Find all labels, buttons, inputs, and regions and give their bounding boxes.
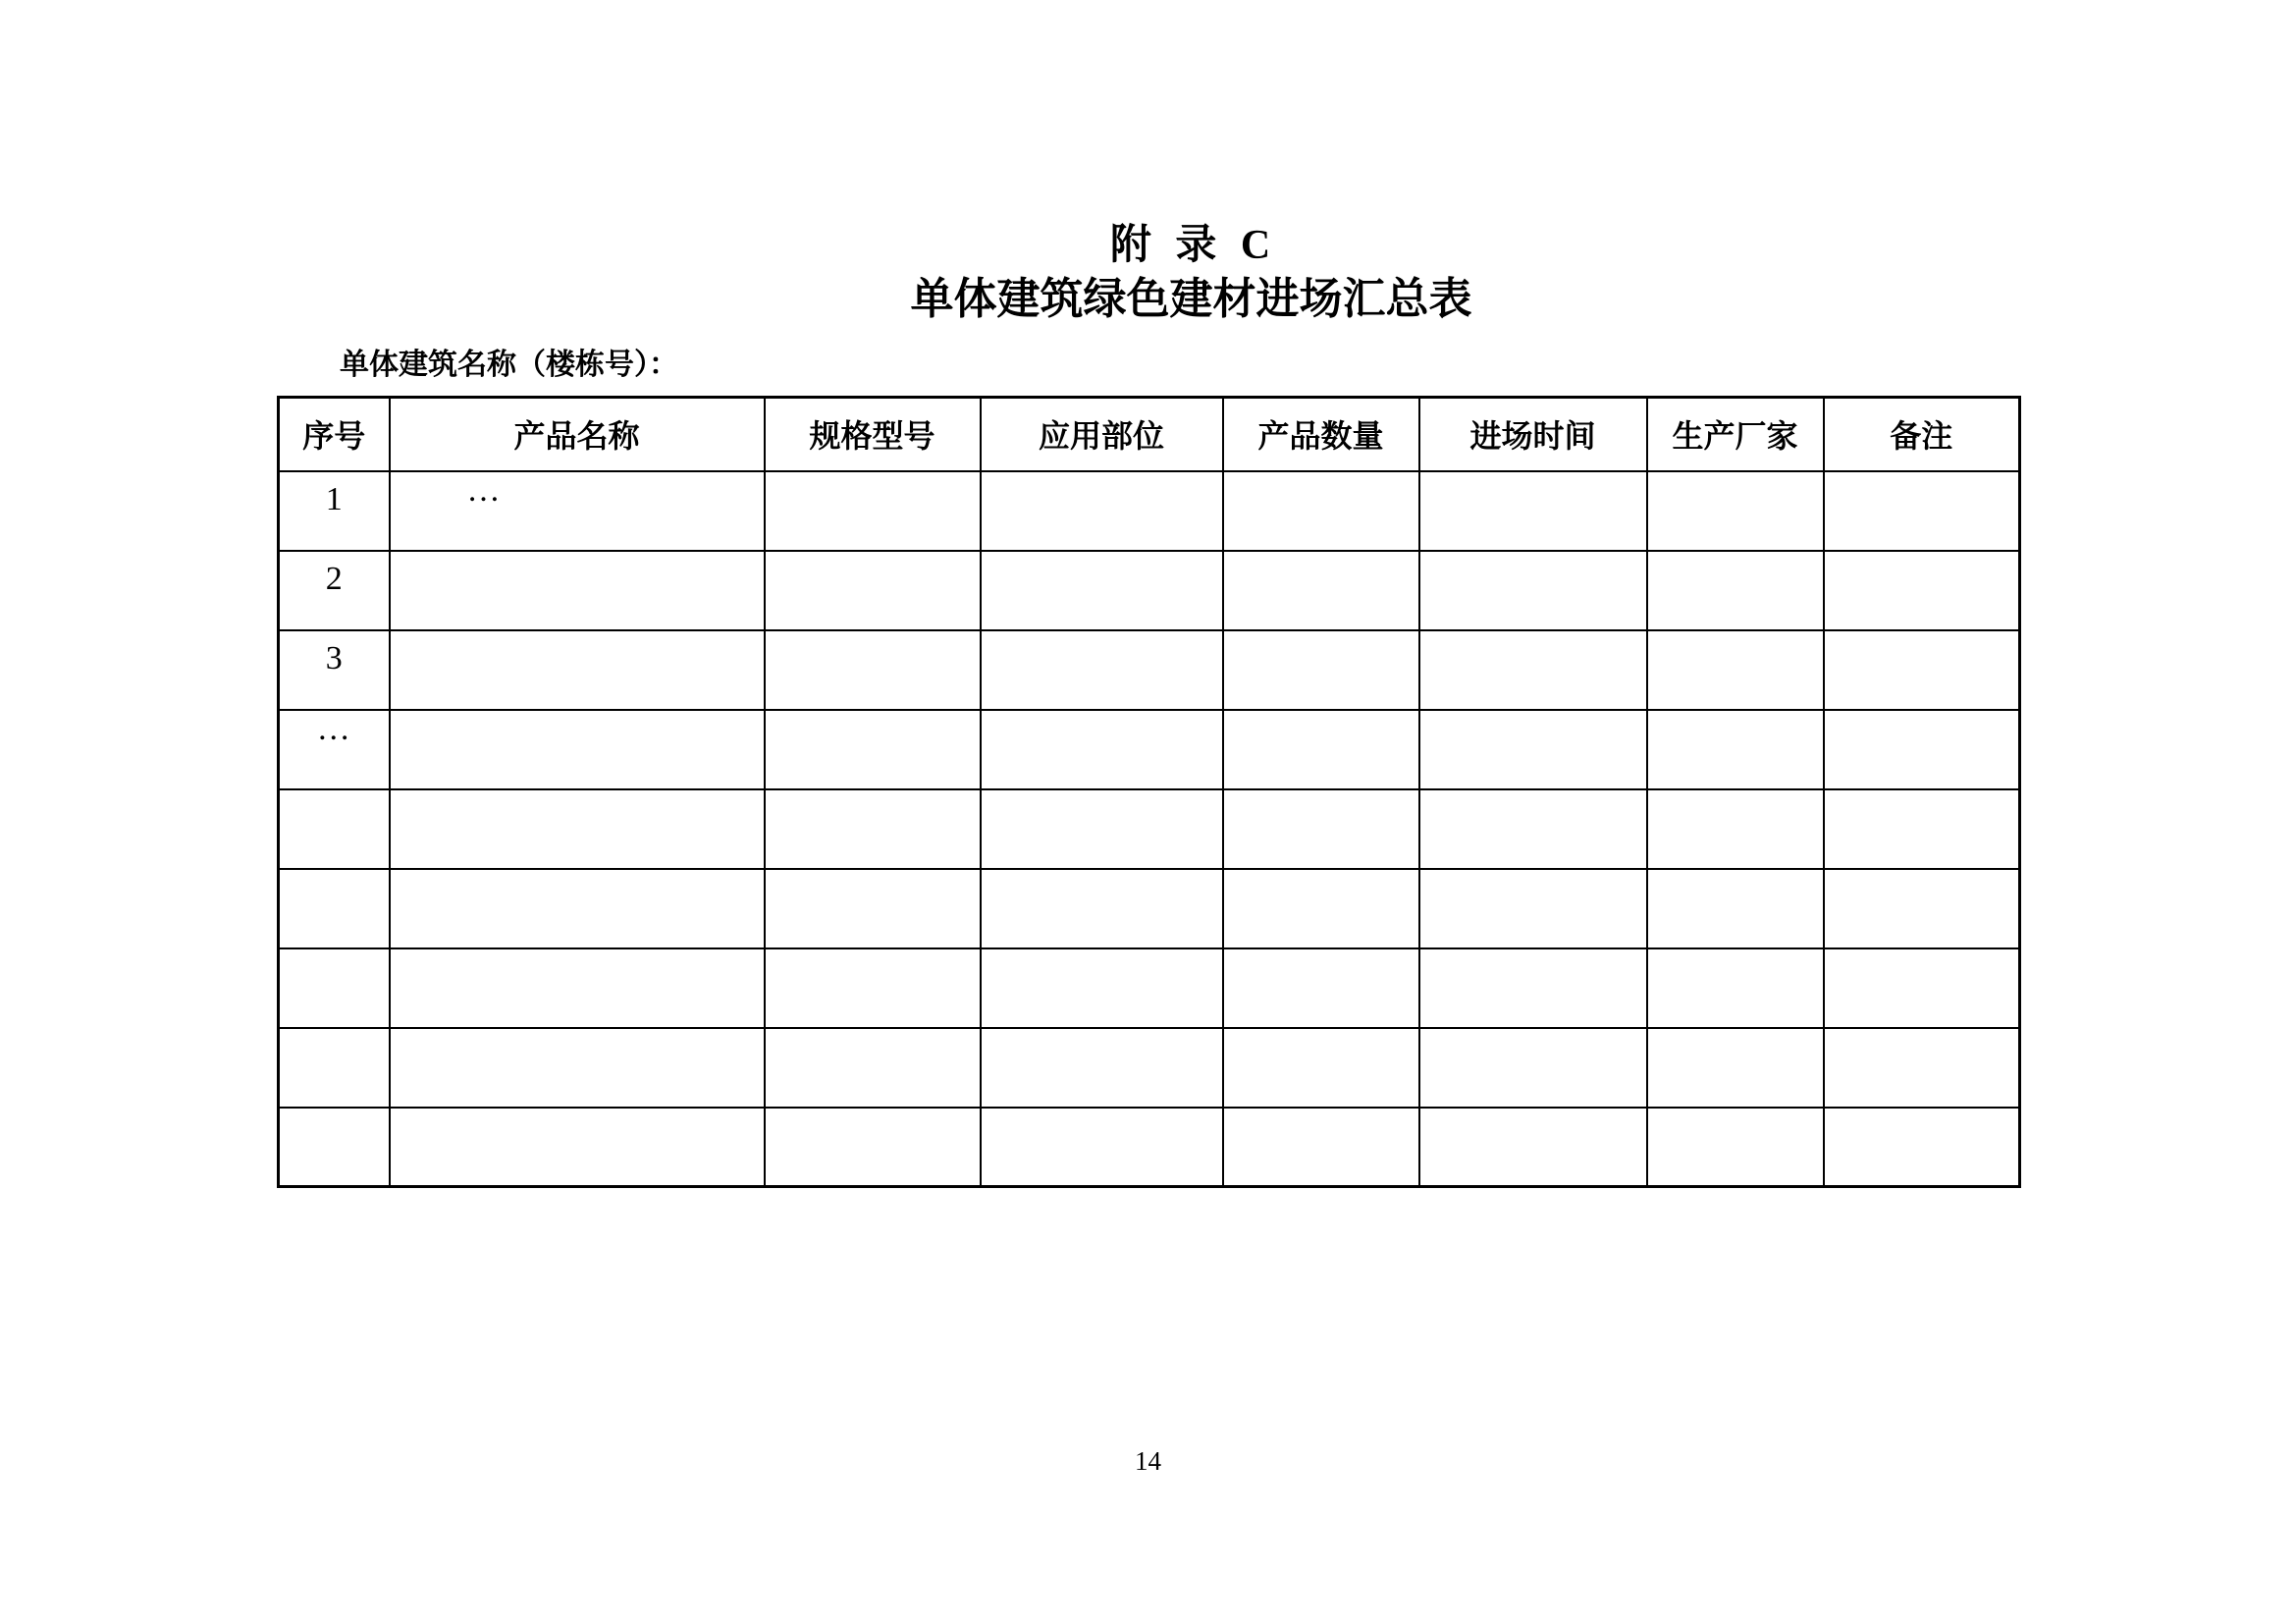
table-cell bbox=[1223, 948, 1419, 1028]
table-cell bbox=[1419, 710, 1647, 789]
heading-block bbox=[0, 220, 2296, 326]
table-cell bbox=[1824, 869, 2020, 948]
table-cell bbox=[390, 1108, 765, 1187]
table-cell bbox=[1419, 1028, 1647, 1108]
column-header-1: 产品名称 bbox=[390, 398, 765, 471]
table-cell bbox=[390, 710, 765, 789]
column-header-7: 备注 bbox=[1824, 398, 2020, 471]
column-header-0: 序号 bbox=[279, 398, 390, 471]
table-row bbox=[279, 869, 2020, 948]
row-index-cell: 3 bbox=[279, 630, 390, 710]
appendix-title: 附 录 C bbox=[1109, 223, 1273, 268]
table-cell bbox=[981, 551, 1223, 630]
table-cell bbox=[981, 789, 1223, 869]
row-index-cell: 2 bbox=[279, 551, 390, 630]
row-index-cell bbox=[279, 869, 390, 948]
table-cell bbox=[981, 869, 1223, 948]
table-cell bbox=[765, 471, 981, 551]
table-cell bbox=[1223, 789, 1419, 869]
row-index-cell bbox=[279, 1028, 390, 1108]
table-body bbox=[279, 471, 2020, 1187]
table-cell bbox=[1824, 630, 2020, 710]
table-cell bbox=[981, 710, 1223, 789]
table-cell bbox=[765, 630, 981, 710]
table-row bbox=[279, 710, 2020, 789]
column-header-6: 生产厂家 bbox=[1647, 398, 1824, 471]
row-index-cell bbox=[279, 1108, 390, 1187]
table-cell bbox=[1419, 471, 1647, 551]
table-cell bbox=[1824, 789, 2020, 869]
table-cell bbox=[390, 869, 765, 948]
table-row bbox=[279, 551, 2020, 630]
table-cell bbox=[390, 948, 765, 1028]
row-index-cell bbox=[279, 789, 390, 869]
table-cell bbox=[981, 1108, 1223, 1187]
table-header-row bbox=[279, 398, 2020, 471]
table-cell bbox=[981, 471, 1223, 551]
table-cell bbox=[1647, 1108, 1824, 1187]
form-title: 单体建筑绿色建材进场汇总表 bbox=[910, 275, 1472, 323]
table-cell bbox=[390, 630, 765, 710]
table-row bbox=[279, 789, 2020, 869]
table-cell bbox=[390, 551, 765, 630]
column-header-2: 规格型号 bbox=[765, 398, 981, 471]
column-header-4: 产品数量 bbox=[1223, 398, 1419, 471]
table-row bbox=[279, 471, 2020, 551]
table-cell bbox=[1647, 1028, 1824, 1108]
table-cell bbox=[1419, 948, 1647, 1028]
table-row bbox=[279, 630, 2020, 710]
column-header-5: 进场时间 bbox=[1419, 398, 1647, 471]
table-cell bbox=[1419, 551, 1647, 630]
table-cell bbox=[390, 471, 765, 551]
table-cell bbox=[765, 1108, 981, 1187]
table-cell bbox=[1419, 869, 1647, 948]
row-index-cell bbox=[279, 948, 390, 1028]
table-cell bbox=[1223, 1028, 1419, 1108]
table-cell bbox=[1419, 630, 1647, 710]
table-cell bbox=[1647, 948, 1824, 1028]
table-row bbox=[279, 948, 2020, 1028]
table-row bbox=[279, 1028, 2020, 1108]
table-cell bbox=[981, 1028, 1223, 1108]
table-cell bbox=[1223, 551, 1419, 630]
building-name-label: 单体建筑名称（楼栋号）： bbox=[340, 349, 678, 381]
table-cell bbox=[1647, 789, 1824, 869]
table-cell bbox=[1647, 551, 1824, 630]
table-cell bbox=[765, 710, 981, 789]
table-cell bbox=[1419, 789, 1647, 869]
table-cell bbox=[1647, 630, 1824, 710]
table-cell bbox=[765, 948, 981, 1028]
table-cell bbox=[765, 551, 981, 630]
table-cell bbox=[1647, 869, 1824, 948]
table-cell bbox=[765, 1028, 981, 1108]
table-cell bbox=[1223, 710, 1419, 789]
table-cell bbox=[1824, 1028, 2020, 1108]
table-cell bbox=[1647, 471, 1824, 551]
ellipsis-text: … bbox=[466, 472, 502, 510]
green-materials-summary-table bbox=[277, 396, 2021, 1188]
table-cell bbox=[1223, 630, 1419, 710]
table-cell bbox=[390, 789, 765, 869]
row-index-cell: 1 bbox=[279, 471, 390, 551]
table-cell bbox=[1647, 710, 1824, 789]
table-cell bbox=[765, 869, 981, 948]
table-cell bbox=[1223, 471, 1419, 551]
table-cell bbox=[1824, 710, 2020, 789]
table-cell bbox=[1824, 551, 2020, 630]
table-cell bbox=[981, 630, 1223, 710]
ellipsis-text: … bbox=[316, 711, 351, 748]
table-cell bbox=[1824, 471, 2020, 551]
table-row bbox=[279, 1108, 2020, 1187]
row-index-cell bbox=[279, 710, 390, 789]
page-number: 14 bbox=[1135, 1446, 1161, 1476]
table-cell bbox=[1223, 869, 1419, 948]
table-cell bbox=[1419, 1108, 1647, 1187]
table-cell bbox=[765, 789, 981, 869]
table-cell bbox=[1824, 948, 2020, 1028]
table-cell bbox=[981, 948, 1223, 1028]
table-cell bbox=[1824, 1108, 2020, 1187]
column-header-3: 应用部位 bbox=[981, 398, 1223, 471]
table-cell bbox=[1223, 1108, 1419, 1187]
table-cell bbox=[390, 1028, 765, 1108]
